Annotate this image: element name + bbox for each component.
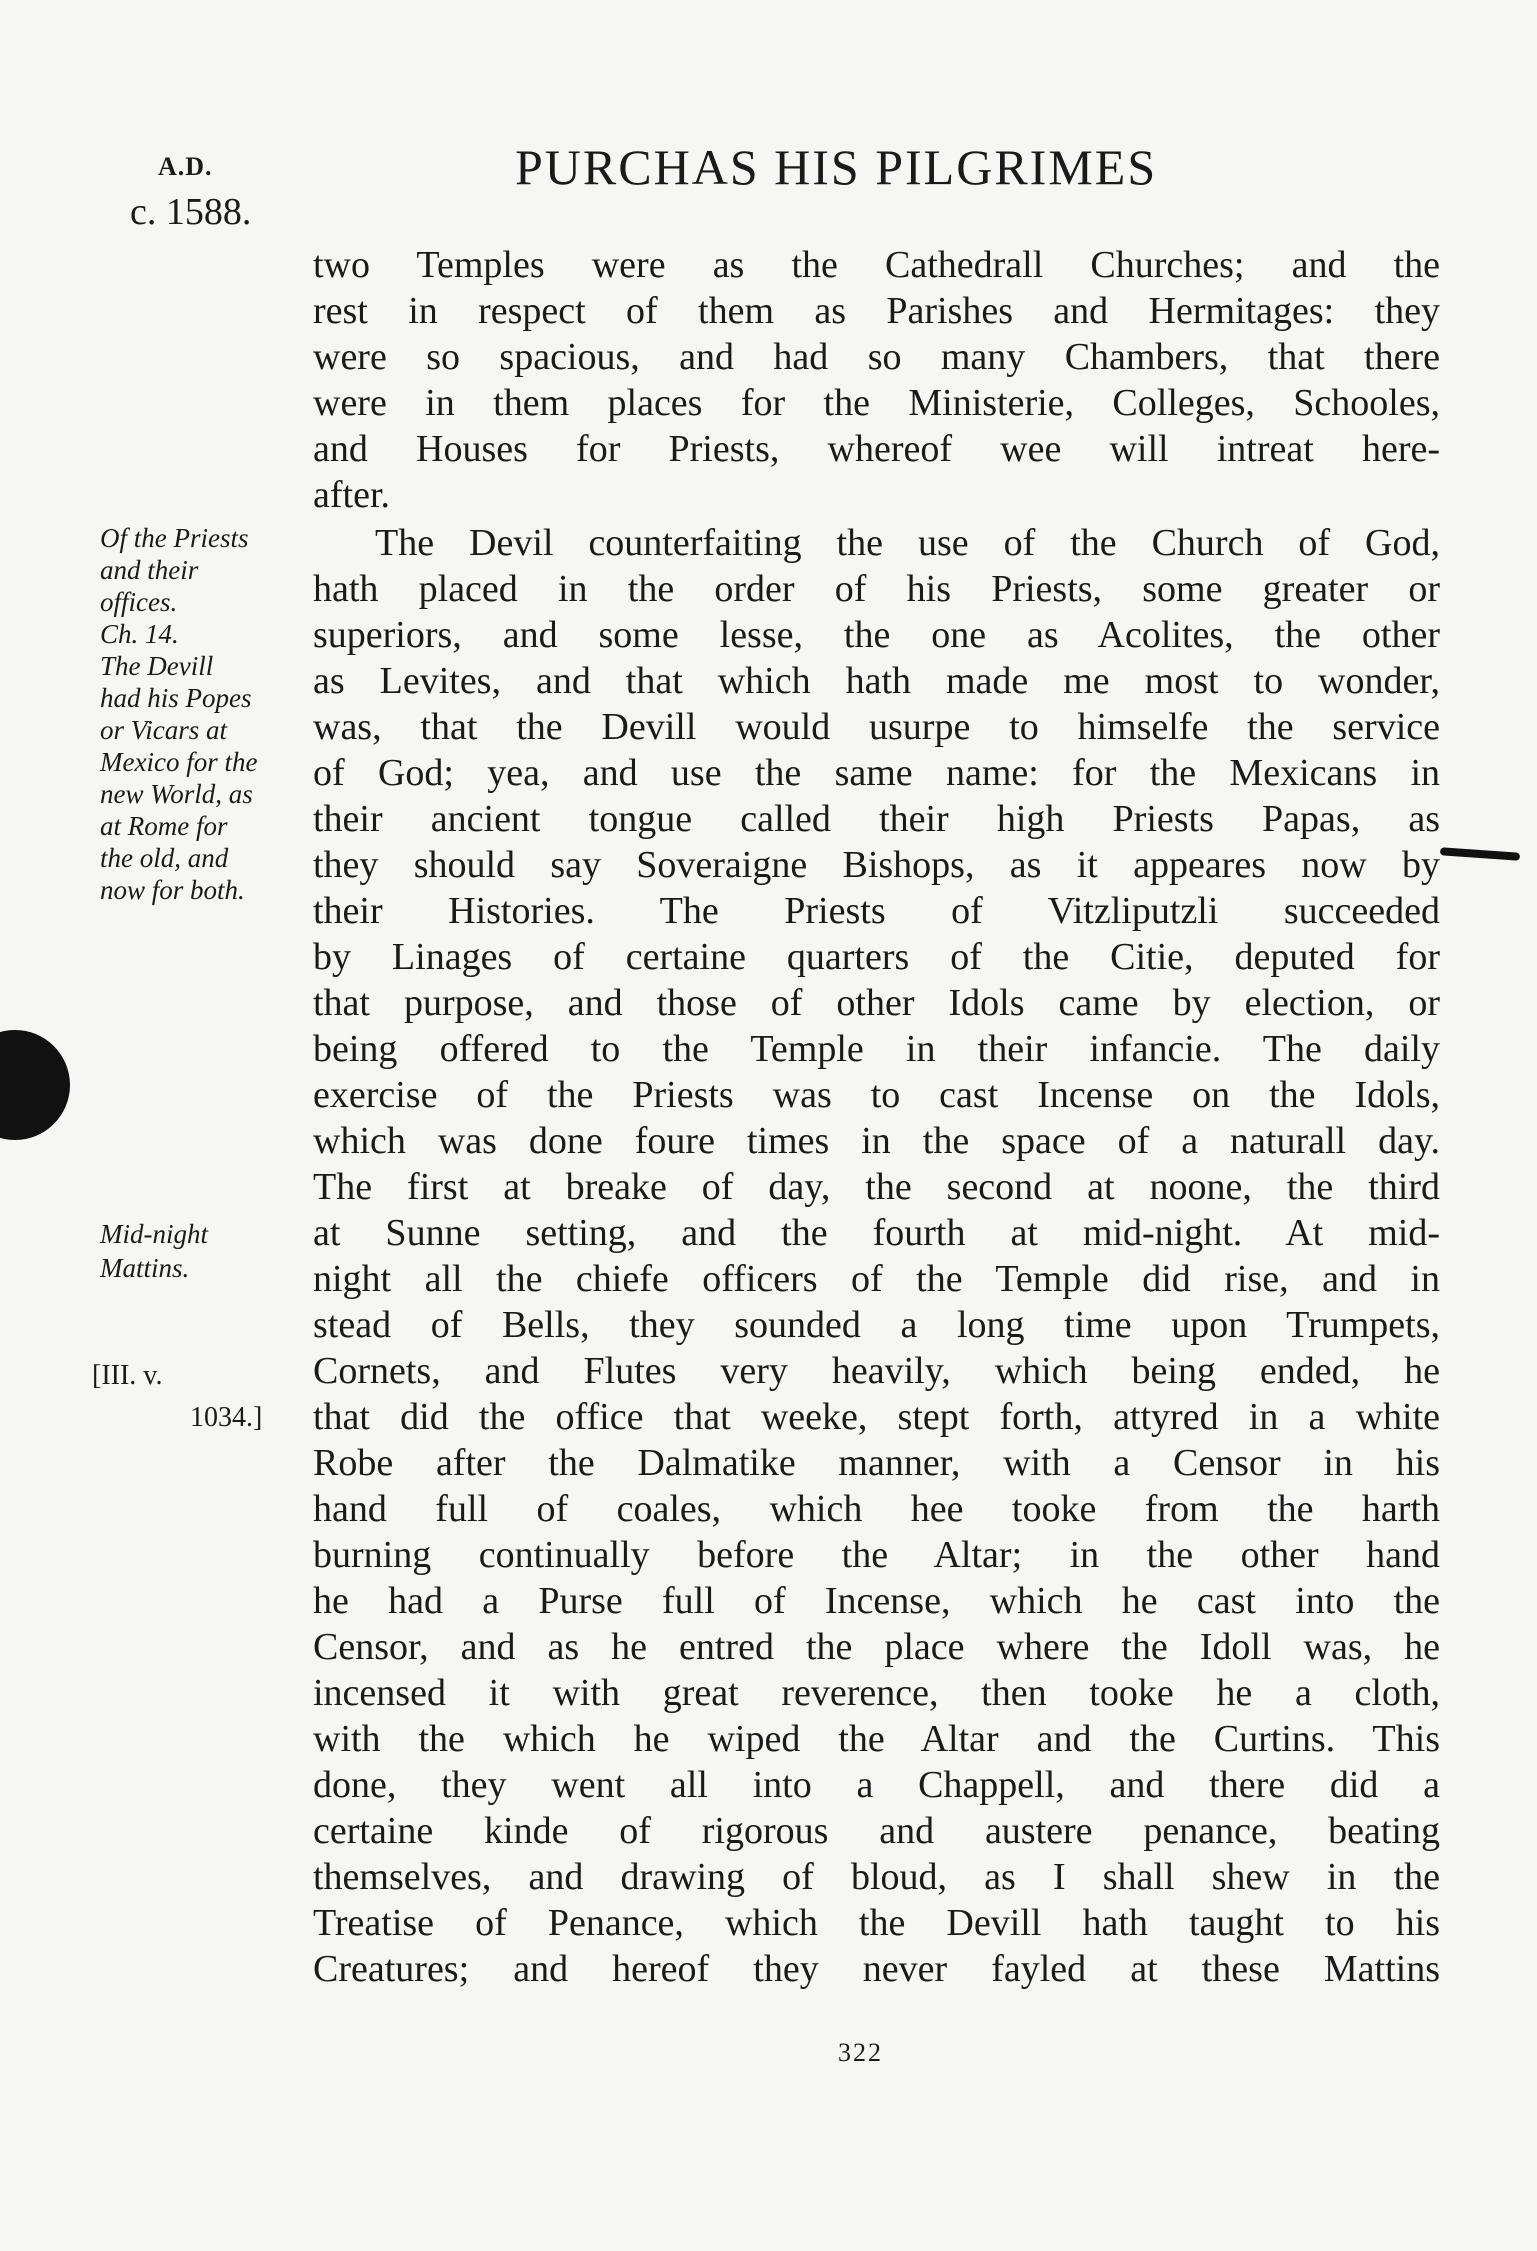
text-line: of God; yea, and use the same name: for the Mexicans in [313, 752, 1440, 794]
margin-reference-page: 1034.] [190, 1402, 263, 1433]
sidenote-line: Mexico for the [100, 747, 258, 777]
text-line: being offered to the Temple in their infancie. The daily [313, 1028, 1440, 1070]
text-line: hand full of coales, which hee tooke from the harth [313, 1488, 1440, 1530]
sidenote-line: now for both. [100, 875, 245, 905]
text-line: two Temples were as the Cathedrall Churches; and the [313, 244, 1440, 286]
thumb-shadow [0, 1030, 70, 1140]
sidenote-line: at Rome for [100, 811, 228, 841]
text-line: Creatures; and hereof they never fayled at these Mattins [313, 1948, 1440, 1990]
ink-smudge [1440, 847, 1520, 861]
text-line: night all the chiefe officers of the Temple did rise, and in [313, 1258, 1440, 1300]
sidenote-line: Mid-night [100, 1219, 208, 1249]
text-line: certaine kinde of rigorous and austere penance, beating [313, 1810, 1440, 1852]
text-line: hath placed in the order of his Priests, some greater or [313, 568, 1440, 610]
running-title: PURCHAS HIS PILGRIMES [515, 139, 1158, 195]
text-line: Treatise of Penance, which the Devill hath taught to his [313, 1902, 1440, 1944]
sidenote-line: offices. [100, 587, 178, 617]
text-line: they should say Soveraigne Bishops, as it appeares now by [313, 844, 1440, 886]
sidenote-line: Of the Priests [100, 523, 249, 553]
text-line: were so spacious, and had so many Chambers, that there [313, 336, 1440, 378]
page-number: 322 [838, 2038, 883, 2067]
text-line: that purpose, and those of other Idols came by election, or [313, 982, 1440, 1024]
text-line: he had a Purse full of Incense, which he cast into the [313, 1580, 1440, 1622]
sidenote-line: had his Popes [100, 683, 252, 713]
sidenote-line: and their [100, 555, 199, 585]
text-line: by Linages of certaine quarters of the Citie, deputed for [313, 936, 1440, 978]
sidenote-line: The Devill [100, 651, 214, 681]
sidenote-line: the old, and [100, 843, 229, 873]
text-line: their ancient tongue called their high Priests Papas, as [313, 798, 1440, 840]
margin-reference-volume: [III. v. [92, 1360, 163, 1391]
sidenote-line: Mattins. [100, 1253, 190, 1283]
text-line: after. [313, 474, 391, 516]
text-line: as Levites, and that which hath made me most to wonder, [313, 660, 1440, 702]
text-line: Cornets, and Flutes very heavily, which being ended, he [313, 1350, 1440, 1392]
ad-label: A.D. [158, 152, 213, 181]
text-line: with the which he wiped the Altar and the Curtins. This [313, 1718, 1440, 1760]
text-line: superiors, and some lesse, the one as Acolites, the other [313, 614, 1440, 656]
text-line: themselves, and drawing of bloud, as I shall shew in the [313, 1856, 1440, 1898]
text-line: at Sunne setting, and the fourth at mid-night. At mid- [313, 1212, 1440, 1254]
text-line: was, that the Devill would usurpe to himselfe the service [313, 706, 1440, 748]
ad-year: c. 1588. [130, 191, 252, 233]
text-line: rest in respect of them as Parishes and Hermitages: they [313, 290, 1440, 332]
text-line: done, they went all into a Chappell, and there did a [313, 1764, 1440, 1806]
text-line: burning continually before the Altar; in the other hand [313, 1534, 1440, 1576]
text-line: their Histories. The Priests of Vitzliputzli succeeded [313, 890, 1440, 932]
sidenote-line: or Vicars at [100, 715, 227, 745]
sidenote-line: Ch. 14. [100, 619, 179, 649]
text-line: The first at breake of day, the second at noone, the third [313, 1166, 1440, 1208]
text-line: incensed it with great reverence, then tooke he a cloth, [313, 1672, 1440, 1714]
text-line: stead of Bells, they sounded a long time upon Trumpets, [313, 1304, 1440, 1346]
text-line: The Devil counterfaiting the use of the Church of God, [375, 522, 1440, 564]
text-line: were in them places for the Ministerie, Colleges, Schooles, [313, 382, 1440, 424]
text-line: Robe after the Dalmatike manner, with a Censor in his [313, 1442, 1440, 1484]
text-line: and Houses for Priests, whereof wee will intreat here- [313, 428, 1440, 470]
text-line: which was done foure times in the space of a naturall day. [313, 1120, 1440, 1162]
text-line: that did the office that weeke, stept forth, attyred in a white [313, 1396, 1440, 1438]
sidenote-line: new World, as [100, 779, 253, 809]
text-line: Censor, and as he entred the place where the Idoll was, he [313, 1626, 1440, 1668]
text-line: exercise of the Priests was to cast Incense on the Idols, [313, 1074, 1440, 1116]
